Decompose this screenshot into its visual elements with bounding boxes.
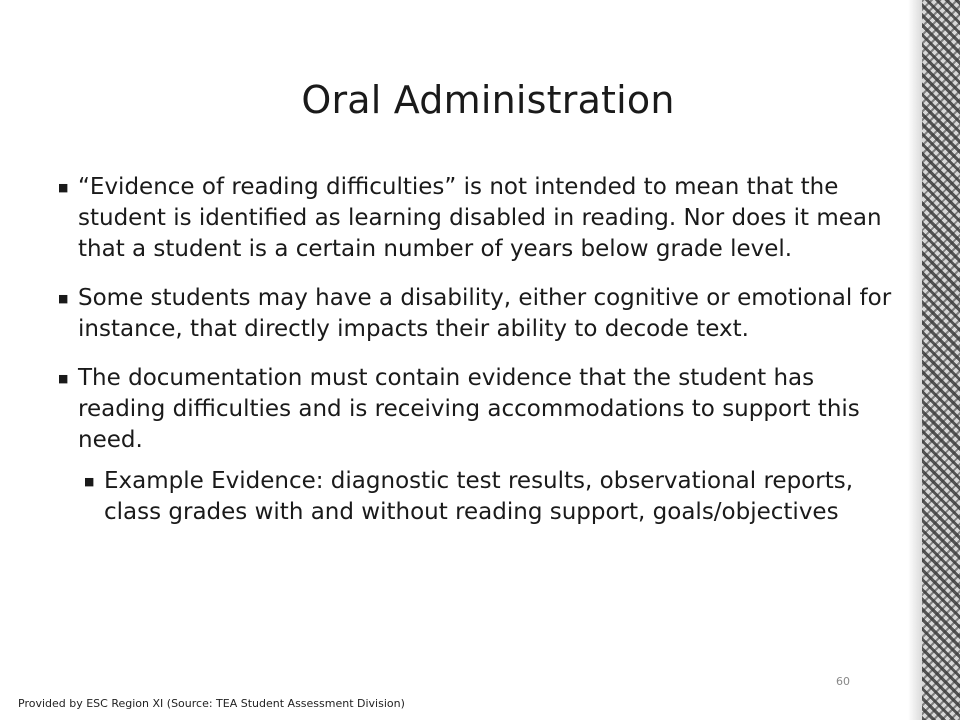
page-number: 60	[836, 675, 850, 688]
sub-bullet-item	[84, 466, 908, 528]
bullet-item	[58, 283, 908, 345]
footer-credit: Provided by ESC Region XI (Source: TEA Student Assessment Division)	[18, 697, 405, 710]
square-bullet-icon: ■	[84, 475, 95, 488]
square-bullet-icon: ■	[58, 181, 69, 194]
bullet-text: Some students may have a disability, either cognitive or emotional for instance, that directly impacts their ability to decode text.	[78, 285, 892, 342]
slide-title: Oral Administration	[301, 78, 675, 122]
square-bullet-icon: ■	[58, 372, 69, 385]
bullet-text: “Evidence of reading difficulties” is not intended to mean that the student is identified as learning disabled in reading. Nor does it mean that a student is a certain number of years below grade level.	[78, 174, 882, 262]
sub-bullet-text: Example Evidence: diagnostic test results, observational reports, class grades with and without reading support, goals/objectives	[104, 468, 854, 525]
square-bullet-icon: ■	[58, 292, 69, 305]
bullet-text: The documentation must contain evidence that the student has reading difficulties and is receiving accommodations to support this need.	[78, 365, 860, 453]
bullet-item	[58, 363, 908, 456]
bullet-item	[58, 172, 908, 265]
slide-body	[58, 172, 908, 546]
